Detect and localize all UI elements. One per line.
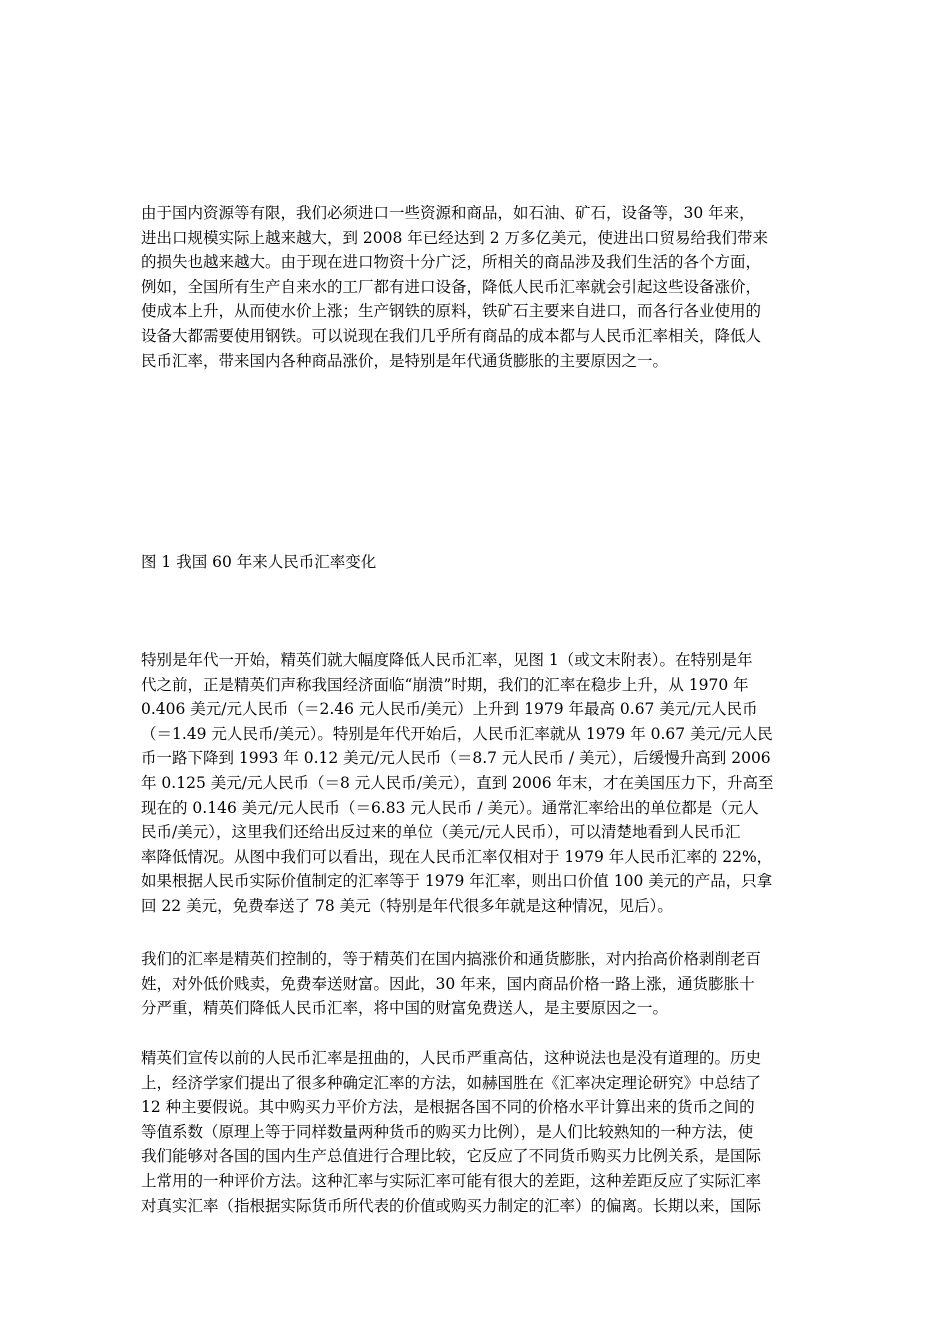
text-line: 上常用的一种评价方法。这种汇率与实际汇率可能有很大的差距，这种差距反应了实际汇率: [141, 1171, 762, 1190]
text-line: 的损失也越来越大。由于现在进口物资十分广泛，所相关的商品涉及我们生活的各个方面，: [141, 253, 762, 272]
text-line: 精英们宣传以前的人民币汇率是扭曲的，人民币严重高估，这种说法也是没有道理的。历史: [141, 1049, 762, 1067]
paragraph-purchasing-power-parity: [141, 1046, 813, 1218]
text-line: 姓，对外低价贱卖，免费奉送财富。因此，30 年来，国内商品价格一路上涨，通货膨胀十: [141, 974, 755, 993]
text-line: 分严重，精英们降低人民币汇率，将中国的财富免费送人，是主要原因之一。: [141, 999, 669, 1018]
text-line: 特别是年代一开始，精英们就大幅度降低人民币汇率，见图 1（或文末附表）。在特别是年: [141, 651, 753, 669]
text-line: 由于国内资源等有限，我们必须进口一些资源和商品，如石油、矿石，设备等，30 年来，: [141, 204, 755, 222]
text-line: 币一路下降到 1993 年 0.12 美元/元人民币（＝8.7 元人民币 / 美元），后缓慢升高到 2006: [141, 749, 771, 768]
text-line: 使成本上升，从而使水价上涨；生产钢铁的原料，铁矿石主要来自进口，而各行各业使用的: [141, 302, 762, 321]
text-line: 12 种主要假说。其中购买力平价方法，是根据各国不同的价格水平计算出来的货币之间的: [141, 1098, 755, 1117]
text-line: 上，经济学家们提出了很多种确定汇率的方法，如赫国胜在《汇率决定理论研究》中总结了: [141, 1073, 762, 1092]
text-line: 如果根据人民币实际价值制定的汇率等于 1979 年汇率，则出口价值 100 美元的产品，只拿: [141, 872, 773, 891]
text-line: （＝1.49 元人民币/美元）。特别是年代开始后，人民币汇率就从 1979 年 0.67 美元/元人民: [141, 724, 773, 743]
paragraph-exchange-rate-control: [141, 947, 813, 1021]
text-line: 年 0.125 美元/元人民币（＝8 元人民币/美元），直到 2006 年末，才在美国压力下，升高至: [141, 773, 774, 792]
text-line: 率降低情况。从图中我们可以看出，现在人民币汇率仅相对于 1979 年人民币汇率的 22%，: [141, 847, 773, 866]
text-line: 例如，全国所有生产自来水的工厂都有进口设备，降低人民币汇率就会引起这些设备涨价，: [141, 277, 762, 296]
text-line: 0.406 美元/元人民币（＝2.46 元人民币/美元）上升到 1979 年最高 0.67 美元/元人民币: [141, 700, 758, 719]
text-line: 民币/美元），这里我们还给出反过来的单位（美元/元人民币），可以清楚地看到人民币汇: [141, 823, 741, 842]
text-line: 现在的 0.146 美元/元人民币（＝6.83 元人民币 / 美元）。通常汇率给出的单位都是（元人: [141, 798, 759, 817]
text-line: 进出口规模实际上越来越大，到 2008 年已经达到 2 万多亿美元，使进出口贸易给我们带来: [141, 228, 769, 247]
text-line: 等值系数（原理上等于同样数量两种货币的购买力比例），是人们比较熟知的一种方法，使: [141, 1122, 754, 1141]
text-line: 我们能够对各国的国内生产总值进行合理比较，它反应了不同货币购买力比例关系，是国际: [141, 1147, 762, 1166]
text-line: 对真实汇率（指根据实际货币所代表的价值或购买力制定的汇率）的偏离。长期以来，国际: [141, 1196, 762, 1215]
text-line: 代之前，正是精英们声称我国经济面临“崩溃”时期，我们的汇率在稳步上升，从 1970 年: [141, 675, 749, 694]
text-line: 回 22 美元，免费奉送了 78 美元（特别是年代很多年就是这种情况，见后）。: [141, 896, 673, 915]
figure-caption: 图 1 我国 60 年来人民币汇率变化: [141, 553, 377, 571]
paragraph-exchange-rate-history: [141, 648, 813, 919]
text-line: 民币汇率，带来国内各种商品涨价，是特别是年代通货膨胀的主要原因之一。: [141, 351, 669, 370]
paragraph-import-costs: [141, 201, 813, 373]
text-line: 我们的汇率是精英们控制的，等于精英们在国内搞涨价和通货膨胀，对内抬高价格剥削老百: [141, 950, 762, 968]
text-line: 设备大都需要使用钢铁。可以说现在我们几乎所有商品的成本都与人民币汇率相关，降低人: [141, 326, 762, 345]
